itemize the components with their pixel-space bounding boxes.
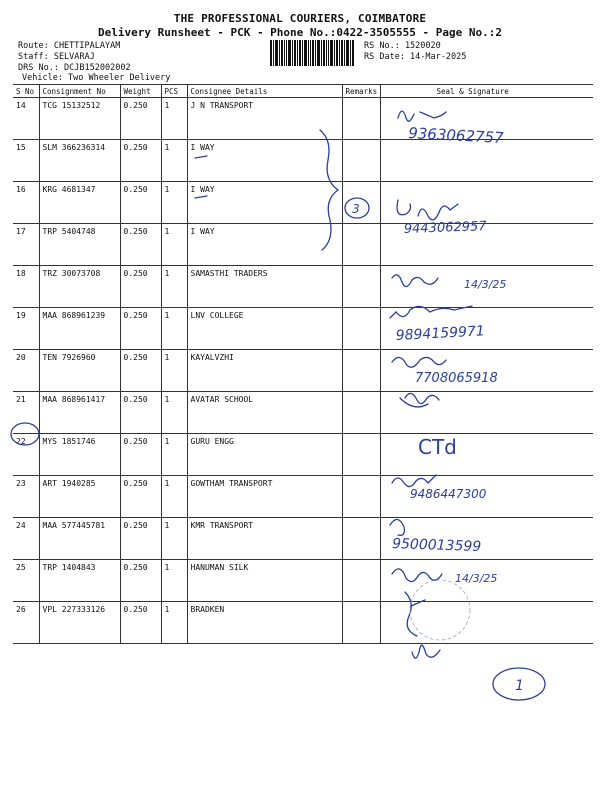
rs-number: RS No.: 1520020 <box>364 41 441 51</box>
cell-consignment: TEN 7926960 <box>39 350 120 392</box>
cell-sno: 19 <box>13 308 39 350</box>
report-title: THE PROFESSIONAL COURIERS, COIMBATORE <box>173 12 427 25</box>
phone-handwritten: 9486447300 <box>410 487 487 501</box>
cell-sno: 22 <box>13 434 39 476</box>
rs-date: RS Date: 14-Mar-2025 <box>364 52 467 62</box>
cell-sno: 25 <box>13 560 39 602</box>
cell-consignee: I WAY <box>187 224 342 266</box>
cell-consignee: KMR TRANSPORT <box>187 518 342 560</box>
cell-signature <box>380 308 593 350</box>
table-row <box>13 224 593 266</box>
cell-sno: 15 <box>13 140 39 182</box>
cell-signature <box>380 560 593 602</box>
cell-consignment: TRP 1404843 <box>39 560 120 602</box>
cell-sno: 14 <box>13 98 39 140</box>
runsheet-table <box>13 84 593 644</box>
report-subtitle: Delivery Runsheet - PCK - Phone No.:0422-3505555 - Page No.:2 <box>98 26 502 39</box>
route-label: Route: CHETTIPALAYAM <box>18 41 121 51</box>
cell-weight: 0.250 <box>120 392 161 434</box>
table-row <box>13 560 593 602</box>
cell-consignee: I WAY <box>187 140 342 182</box>
cell-weight: 0.250 <box>120 518 161 560</box>
date-handwritten: 14/3/25 <box>464 278 507 291</box>
phone-handwritten: 7708065918 <box>415 371 498 386</box>
cell-consignment: ART 1940285 <box>39 476 120 518</box>
col-sno-header: S No <box>13 85 39 98</box>
cell-signature <box>380 602 593 644</box>
col-signature-header: Seal & Signature <box>380 85 593 98</box>
cell-signature <box>380 350 593 392</box>
phone-handwritten: 9894159971 <box>395 323 486 344</box>
cell-remarks <box>342 98 380 140</box>
cell-sno: 26 <box>13 602 39 644</box>
vehicle-label: Vehicle: Two Wheeler Delivery <box>22 73 171 83</box>
cell-consignee: HANUMAN SILK <box>187 560 342 602</box>
cell-consignee: GOWTHAM TRANSPORT <box>187 476 342 518</box>
cell-weight: 0.250 <box>120 308 161 350</box>
col-pcs-header: PCS <box>161 85 187 98</box>
cell-remarks <box>342 266 380 308</box>
cell-signature <box>380 392 593 434</box>
cell-sno: 20 <box>13 350 39 392</box>
cell-pcs: 1 <box>161 560 187 602</box>
cell-remarks <box>342 308 380 350</box>
cell-weight: 0.250 <box>120 266 161 308</box>
cell-consignment: TRP 5404748 <box>39 224 120 266</box>
col-consignment-header: Consignment No <box>39 85 120 98</box>
cell-consignee: AVATAR SCHOOL <box>187 392 342 434</box>
cell-weight: 0.250 <box>120 98 161 140</box>
cell-weight: 0.250 <box>120 602 161 644</box>
phone-handwritten: 9443062957 <box>403 219 487 237</box>
cell-remarks <box>342 434 380 476</box>
cell-pcs: 1 <box>161 350 187 392</box>
col-weight-header: Weight <box>120 85 161 98</box>
table-row <box>13 308 593 350</box>
cell-signature <box>380 266 593 308</box>
cell-weight: 0.250 <box>120 476 161 518</box>
table-row <box>13 602 593 644</box>
table-row <box>13 392 593 434</box>
table-row <box>13 350 593 392</box>
cell-consignment: VPL 227333126 <box>39 602 120 644</box>
cell-consignee: SAMASTHI TRADERS <box>187 266 342 308</box>
remarks-circled-number: 3 <box>352 202 360 216</box>
cell-pcs: 1 <box>161 140 187 182</box>
cell-signature <box>380 224 593 266</box>
table-row <box>13 434 593 476</box>
cell-sno: 16 <box>13 182 39 224</box>
cell-consignment: SLM 366236314 <box>39 140 120 182</box>
cell-weight: 0.250 <box>120 182 161 224</box>
cell-signature <box>380 518 593 560</box>
cell-weight: 0.250 <box>120 350 161 392</box>
date-handwritten: 14/3/25 <box>455 572 498 585</box>
cell-pcs: 1 <box>161 308 187 350</box>
cell-consignee: BRADKEN <box>187 602 342 644</box>
cell-consignee: J N TRANSPORT <box>187 98 342 140</box>
col-consignee-header: Consignee Details <box>187 85 342 98</box>
cell-consignee: GURU ENGG <box>187 434 342 476</box>
signature-scribble <box>412 645 440 658</box>
cell-weight: 0.250 <box>120 140 161 182</box>
cell-consignment: MAA 868961239 <box>39 308 120 350</box>
cell-signature <box>380 182 593 224</box>
initials-handwritten: CTd <box>418 435 457 459</box>
cell-consignment: MAA 577445781 <box>39 518 120 560</box>
cell-sno: 21 <box>13 392 39 434</box>
drs-number: DRS No.: DCJB152002002 <box>18 63 131 73</box>
cell-consignment: TCG 15132512 <box>39 98 120 140</box>
table-row <box>13 140 593 182</box>
cell-signature <box>380 98 593 140</box>
cell-pcs: 1 <box>161 518 187 560</box>
cell-remarks <box>342 350 380 392</box>
cell-consignee: KAYALVZHI <box>187 350 342 392</box>
cell-sno: 18 <box>13 266 39 308</box>
table-header-row <box>13 85 593 98</box>
table-row <box>13 182 593 224</box>
cell-sno: 23 <box>13 476 39 518</box>
cell-weight: 0.250 <box>120 224 161 266</box>
cell-consignee: I WAY <box>187 182 342 224</box>
cell-remarks <box>342 560 380 602</box>
cell-pcs: 1 <box>161 98 187 140</box>
footer-circle <box>493 668 545 700</box>
cell-remarks <box>342 476 380 518</box>
cell-pcs: 1 <box>161 182 187 224</box>
cell-remarks <box>342 140 380 182</box>
table-row <box>13 476 593 518</box>
table-row <box>13 518 593 560</box>
cell-signature <box>380 140 593 182</box>
cell-sno: 24 <box>13 518 39 560</box>
cell-remarks <box>342 602 380 644</box>
cell-signature <box>380 476 593 518</box>
cell-pcs: 1 <box>161 224 187 266</box>
cell-pcs: 1 <box>161 392 187 434</box>
cell-signature <box>380 434 593 476</box>
cell-consignment: KRG 4681347 <box>39 182 120 224</box>
cell-remarks <box>342 392 380 434</box>
table-row <box>13 98 593 140</box>
cell-consignment: MYS 1851746 <box>39 434 120 476</box>
staff-label: Staff: SELVARAJ <box>18 52 95 62</box>
cell-consignment: MAA 868961417 <box>39 392 120 434</box>
table-row <box>13 266 593 308</box>
cell-pcs: 1 <box>161 266 187 308</box>
phone-handwritten: 9500013599 <box>391 536 482 556</box>
cell-remarks <box>342 182 380 224</box>
cell-remarks <box>342 224 380 266</box>
cell-remarks <box>342 518 380 560</box>
cell-pcs: 1 <box>161 602 187 644</box>
cell-consignment: TRZ 30073708 <box>39 266 120 308</box>
cell-weight: 0.250 <box>120 434 161 476</box>
cell-consignee: LNV COLLEGE <box>187 308 342 350</box>
footer-circled-number: 1 <box>515 678 524 694</box>
cell-weight: 0.250 <box>120 560 161 602</box>
cell-pcs: 1 <box>161 434 187 476</box>
cell-pcs: 1 <box>161 476 187 518</box>
cell-sno: 17 <box>13 224 39 266</box>
barcode <box>270 40 355 66</box>
phone-handwritten: 9363062757 <box>407 124 505 147</box>
col-remarks-header: Remarks <box>342 85 380 98</box>
